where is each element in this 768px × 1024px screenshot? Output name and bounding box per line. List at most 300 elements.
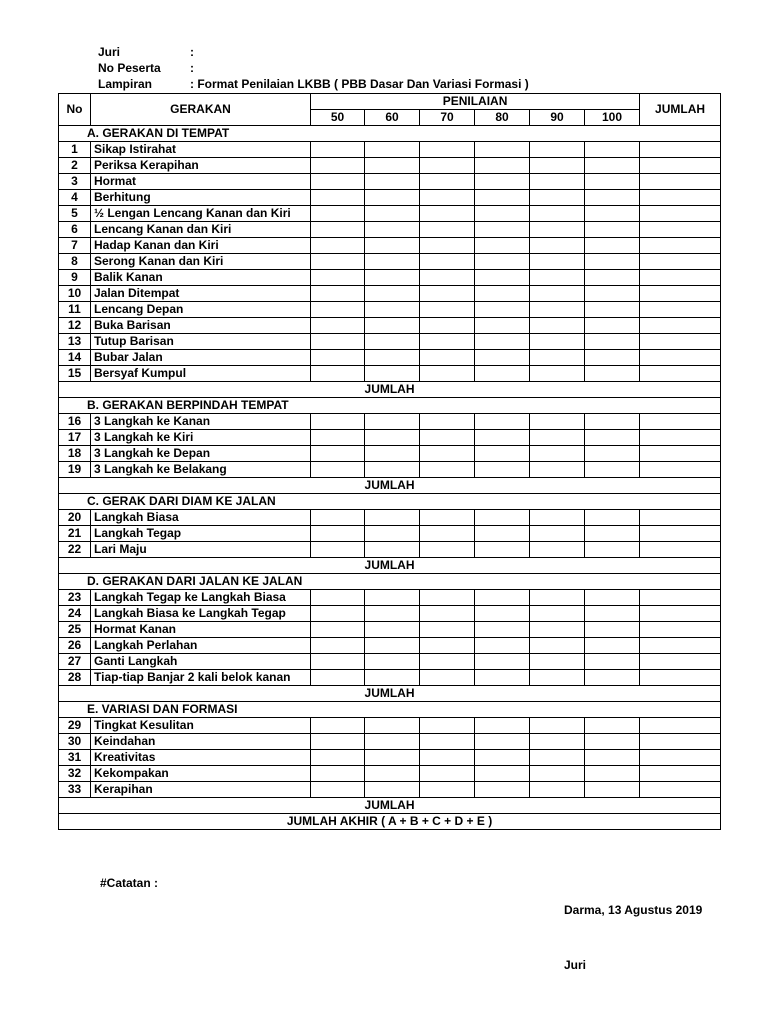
score-cell[interactable] bbox=[530, 158, 585, 174]
row-jumlah-cell[interactable] bbox=[640, 238, 721, 254]
score-cell[interactable] bbox=[311, 414, 365, 430]
row-jumlah-cell[interactable] bbox=[640, 606, 721, 622]
score-cell[interactable] bbox=[420, 206, 475, 222]
score-cell[interactable] bbox=[311, 254, 365, 270]
row-jumlah-cell[interactable] bbox=[640, 366, 721, 382]
score-cell[interactable] bbox=[420, 414, 475, 430]
row-gerakan: Balik Kanan bbox=[91, 270, 311, 286]
row-jumlah-cell[interactable] bbox=[640, 766, 721, 782]
score-cell[interactable] bbox=[420, 158, 475, 174]
score-cell[interactable] bbox=[585, 670, 640, 686]
score-cell[interactable] bbox=[585, 318, 640, 334]
score-cell[interactable] bbox=[311, 190, 365, 206]
score-cell[interactable] bbox=[475, 446, 530, 462]
score-cell[interactable] bbox=[585, 222, 640, 238]
score-cell[interactable] bbox=[585, 430, 640, 446]
score-cell[interactable] bbox=[311, 462, 365, 478]
row-number: 32 bbox=[59, 766, 91, 782]
score-cell[interactable] bbox=[420, 622, 475, 638]
section-title: C. GERAK DARI DIAM KE JALAN bbox=[59, 494, 721, 510]
score-cell[interactable] bbox=[475, 334, 530, 350]
score-cell[interactable] bbox=[475, 526, 530, 542]
row-gerakan: Bubar Jalan bbox=[91, 350, 311, 366]
score-cell[interactable] bbox=[475, 718, 530, 734]
table-row bbox=[59, 350, 721, 366]
row-number: 4 bbox=[59, 190, 91, 206]
row-number: 10 bbox=[59, 286, 91, 302]
score-cell[interactable] bbox=[585, 142, 640, 158]
score-cell[interactable] bbox=[530, 414, 585, 430]
row-number: 21 bbox=[59, 526, 91, 542]
score-cell[interactable] bbox=[585, 734, 640, 750]
table-row bbox=[59, 446, 721, 462]
score-cell[interactable] bbox=[365, 318, 420, 334]
score-cell[interactable] bbox=[585, 350, 640, 366]
score-cell[interactable] bbox=[365, 462, 420, 478]
score-cell[interactable] bbox=[420, 254, 475, 270]
score-cell[interactable] bbox=[475, 270, 530, 286]
score-cell[interactable] bbox=[311, 622, 365, 638]
score-cell[interactable] bbox=[365, 270, 420, 286]
score-cell[interactable] bbox=[585, 526, 640, 542]
table-row bbox=[59, 606, 721, 622]
row-jumlah-cell[interactable] bbox=[640, 510, 721, 526]
row-gerakan: Jalan Ditempat bbox=[91, 286, 311, 302]
score-cell[interactable] bbox=[365, 590, 420, 606]
score-cell[interactable] bbox=[365, 174, 420, 190]
col-gerakan-header: GERAKAN bbox=[91, 94, 311, 126]
row-jumlah-cell[interactable] bbox=[640, 782, 721, 798]
final-total-row bbox=[59, 814, 721, 830]
score-header-cell: 60 bbox=[365, 110, 420, 126]
score-cell[interactable] bbox=[530, 526, 585, 542]
score-cell[interactable] bbox=[475, 462, 530, 478]
score-cell[interactable] bbox=[530, 734, 585, 750]
score-cell[interactable] bbox=[365, 206, 420, 222]
score-cell[interactable] bbox=[530, 334, 585, 350]
score-cell[interactable] bbox=[530, 302, 585, 318]
score-cell[interactable] bbox=[475, 606, 530, 622]
signer-juri: Juri bbox=[564, 958, 587, 972]
row-jumlah-cell[interactable] bbox=[640, 414, 721, 430]
score-cell[interactable] bbox=[530, 366, 585, 382]
score-cell[interactable] bbox=[311, 766, 365, 782]
score-cell[interactable] bbox=[585, 542, 640, 558]
table-row bbox=[59, 766, 721, 782]
juri-label: Juri bbox=[98, 45, 121, 59]
score-cell[interactable] bbox=[311, 302, 365, 318]
score-cell[interactable] bbox=[585, 270, 640, 286]
score-cell[interactable] bbox=[365, 526, 420, 542]
score-cell[interactable] bbox=[420, 654, 475, 670]
row-gerakan: 3 Langkah ke Kiri bbox=[91, 430, 311, 446]
score-cell[interactable] bbox=[420, 318, 475, 334]
score-cell[interactable] bbox=[585, 366, 640, 382]
table-row bbox=[59, 430, 721, 446]
score-cell[interactable] bbox=[420, 638, 475, 654]
row-jumlah-cell[interactable] bbox=[640, 158, 721, 174]
score-cell[interactable] bbox=[311, 318, 365, 334]
score-cell[interactable] bbox=[585, 238, 640, 254]
score-cell[interactable] bbox=[585, 606, 640, 622]
row-gerakan: Berhitung bbox=[91, 190, 311, 206]
row-gerakan: Ganti Langkah bbox=[91, 654, 311, 670]
score-cell[interactable] bbox=[311, 206, 365, 222]
score-cell[interactable] bbox=[311, 446, 365, 462]
score-cell[interactable] bbox=[475, 286, 530, 302]
score-cell[interactable] bbox=[475, 654, 530, 670]
score-cell[interactable] bbox=[530, 430, 585, 446]
score-cell[interactable] bbox=[311, 270, 365, 286]
score-cell[interactable] bbox=[530, 238, 585, 254]
score-cell[interactable] bbox=[365, 334, 420, 350]
row-gerakan: Serong Kanan dan Kiri bbox=[91, 254, 311, 270]
score-cell[interactable] bbox=[475, 782, 530, 798]
score-cell[interactable] bbox=[530, 766, 585, 782]
table-row bbox=[59, 670, 721, 686]
row-number: 30 bbox=[59, 734, 91, 750]
score-cell[interactable] bbox=[475, 174, 530, 190]
score-cell[interactable] bbox=[365, 654, 420, 670]
score-cell[interactable] bbox=[311, 174, 365, 190]
score-cell[interactable] bbox=[585, 190, 640, 206]
score-cell[interactable] bbox=[365, 622, 420, 638]
row-jumlah-cell[interactable] bbox=[640, 718, 721, 734]
score-cell[interactable] bbox=[420, 174, 475, 190]
score-cell[interactable] bbox=[585, 750, 640, 766]
row-gerakan: Lencang Kanan dan Kiri bbox=[91, 222, 311, 238]
col-no-header: No bbox=[59, 94, 91, 126]
score-cell[interactable] bbox=[365, 510, 420, 526]
score-cell[interactable] bbox=[585, 334, 640, 350]
row-number: 2 bbox=[59, 158, 91, 174]
score-cell[interactable] bbox=[365, 142, 420, 158]
score-cell[interactable] bbox=[530, 782, 585, 798]
score-cell[interactable] bbox=[311, 542, 365, 558]
row-jumlah-cell[interactable] bbox=[640, 206, 721, 222]
row-gerakan: Tutup Barisan bbox=[91, 334, 311, 350]
score-cell[interactable] bbox=[420, 238, 475, 254]
score-cell[interactable] bbox=[365, 254, 420, 270]
score-cell[interactable] bbox=[530, 750, 585, 766]
score-cell[interactable] bbox=[530, 670, 585, 686]
score-cell[interactable] bbox=[530, 286, 585, 302]
score-cell[interactable] bbox=[585, 254, 640, 270]
row-gerakan: Kerapihan bbox=[91, 782, 311, 798]
row-jumlah-cell[interactable] bbox=[640, 270, 721, 286]
score-cell[interactable] bbox=[530, 254, 585, 270]
score-cell[interactable] bbox=[475, 766, 530, 782]
score-cell[interactable] bbox=[475, 622, 530, 638]
score-cell[interactable] bbox=[420, 510, 475, 526]
score-cell[interactable] bbox=[420, 350, 475, 366]
row-jumlah-cell[interactable] bbox=[640, 654, 721, 670]
score-cell[interactable] bbox=[420, 334, 475, 350]
row-jumlah-cell[interactable] bbox=[640, 590, 721, 606]
row-jumlah-cell[interactable] bbox=[640, 286, 721, 302]
score-cell[interactable] bbox=[585, 622, 640, 638]
score-cell[interactable] bbox=[365, 766, 420, 782]
table-row bbox=[59, 622, 721, 638]
table-row bbox=[59, 254, 721, 270]
row-number: 14 bbox=[59, 350, 91, 366]
score-cell[interactable] bbox=[311, 158, 365, 174]
score-cell[interactable] bbox=[585, 718, 640, 734]
score-cell[interactable] bbox=[530, 638, 585, 654]
score-cell[interactable] bbox=[475, 190, 530, 206]
row-number: 23 bbox=[59, 590, 91, 606]
score-cell[interactable] bbox=[365, 286, 420, 302]
score-cell[interactable] bbox=[475, 430, 530, 446]
score-cell[interactable] bbox=[475, 158, 530, 174]
score-cell[interactable] bbox=[311, 734, 365, 750]
score-cell[interactable] bbox=[311, 526, 365, 542]
score-cell[interactable] bbox=[311, 222, 365, 238]
score-cell[interactable] bbox=[420, 734, 475, 750]
score-cell[interactable] bbox=[420, 590, 475, 606]
score-cell[interactable] bbox=[311, 366, 365, 382]
score-cell[interactable] bbox=[311, 782, 365, 798]
score-cell[interactable] bbox=[475, 302, 530, 318]
table-row bbox=[59, 158, 721, 174]
score-cell[interactable] bbox=[530, 206, 585, 222]
score-cell[interactable] bbox=[311, 238, 365, 254]
score-cell[interactable] bbox=[311, 286, 365, 302]
score-cell[interactable] bbox=[585, 158, 640, 174]
score-cell[interactable] bbox=[420, 606, 475, 622]
score-cell[interactable] bbox=[585, 782, 640, 798]
row-jumlah-cell[interactable] bbox=[640, 302, 721, 318]
table-row bbox=[59, 718, 721, 734]
row-number: 26 bbox=[59, 638, 91, 654]
score-cell[interactable] bbox=[420, 766, 475, 782]
score-cell[interactable] bbox=[420, 430, 475, 446]
row-number: 9 bbox=[59, 270, 91, 286]
score-cell[interactable] bbox=[420, 462, 475, 478]
row-gerakan: Tingkat Kesulitan bbox=[91, 718, 311, 734]
row-number: 6 bbox=[59, 222, 91, 238]
score-cell[interactable] bbox=[530, 190, 585, 206]
row-gerakan: Tiap-tiap Banjar 2 kali belok kanan bbox=[91, 670, 311, 686]
score-header-cell: 100 bbox=[585, 110, 640, 126]
score-cell[interactable] bbox=[311, 590, 365, 606]
score-cell[interactable] bbox=[530, 542, 585, 558]
score-cell[interactable] bbox=[420, 718, 475, 734]
row-jumlah-cell[interactable] bbox=[640, 638, 721, 654]
score-cell[interactable] bbox=[311, 430, 365, 446]
table-header-row bbox=[59, 94, 721, 110]
score-cell[interactable] bbox=[585, 174, 640, 190]
score-cell[interactable] bbox=[420, 542, 475, 558]
row-gerakan: Langkah Biasa bbox=[91, 510, 311, 526]
score-cell[interactable] bbox=[530, 718, 585, 734]
row-gerakan: 3 Langkah ke Belakang bbox=[91, 462, 311, 478]
row-jumlah-cell[interactable] bbox=[640, 254, 721, 270]
score-cell[interactable] bbox=[365, 430, 420, 446]
score-cell[interactable] bbox=[475, 670, 530, 686]
row-gerakan: Bersyaf Kumpul bbox=[91, 366, 311, 382]
score-cell[interactable] bbox=[365, 366, 420, 382]
score-cell[interactable] bbox=[365, 750, 420, 766]
score-cell[interactable] bbox=[311, 718, 365, 734]
row-gerakan: Kreativitas bbox=[91, 750, 311, 766]
score-cell[interactable] bbox=[311, 638, 365, 654]
row-jumlah-cell[interactable] bbox=[640, 334, 721, 350]
row-jumlah-cell[interactable] bbox=[640, 318, 721, 334]
row-number: 12 bbox=[59, 318, 91, 334]
row-number: 13 bbox=[59, 334, 91, 350]
score-cell[interactable] bbox=[311, 606, 365, 622]
score-cell[interactable] bbox=[420, 750, 475, 766]
row-jumlah-cell[interactable] bbox=[640, 222, 721, 238]
score-cell[interactable] bbox=[420, 782, 475, 798]
score-cell[interactable] bbox=[420, 222, 475, 238]
score-cell[interactable] bbox=[420, 302, 475, 318]
row-jumlah-cell[interactable] bbox=[640, 174, 721, 190]
row-jumlah-cell[interactable] bbox=[640, 542, 721, 558]
score-cell[interactable] bbox=[475, 734, 530, 750]
section-total-row bbox=[59, 382, 721, 398]
score-cell[interactable] bbox=[311, 142, 365, 158]
score-cell[interactable] bbox=[585, 462, 640, 478]
score-cell[interactable] bbox=[420, 446, 475, 462]
row-number: 7 bbox=[59, 238, 91, 254]
score-cell[interactable] bbox=[365, 734, 420, 750]
juri-separator: : bbox=[190, 45, 194, 59]
table-row bbox=[59, 734, 721, 750]
score-cell[interactable] bbox=[530, 654, 585, 670]
score-cell[interactable] bbox=[365, 238, 420, 254]
score-cell[interactable] bbox=[420, 670, 475, 686]
score-cell[interactable] bbox=[365, 222, 420, 238]
score-cell[interactable] bbox=[365, 670, 420, 686]
score-cell[interactable] bbox=[475, 238, 530, 254]
score-cell[interactable] bbox=[311, 350, 365, 366]
row-jumlah-cell[interactable] bbox=[640, 750, 721, 766]
score-cell[interactable] bbox=[311, 334, 365, 350]
score-cell[interactable] bbox=[530, 446, 585, 462]
table-row bbox=[59, 510, 721, 526]
score-cell[interactable] bbox=[530, 462, 585, 478]
table-row bbox=[59, 638, 721, 654]
score-cell[interactable] bbox=[475, 142, 530, 158]
score-cell[interactable] bbox=[475, 590, 530, 606]
score-cell[interactable] bbox=[530, 350, 585, 366]
score-cell[interactable] bbox=[365, 190, 420, 206]
score-header-cell: 50 bbox=[311, 110, 365, 126]
score-cell[interactable] bbox=[365, 158, 420, 174]
score-cell[interactable] bbox=[585, 414, 640, 430]
score-cell[interactable] bbox=[420, 270, 475, 286]
row-number: 5 bbox=[59, 206, 91, 222]
score-cell[interactable] bbox=[311, 670, 365, 686]
score-cell[interactable] bbox=[311, 510, 365, 526]
score-cell[interactable] bbox=[475, 318, 530, 334]
score-cell[interactable] bbox=[475, 638, 530, 654]
assessment-table bbox=[58, 93, 721, 830]
score-cell[interactable] bbox=[530, 510, 585, 526]
row-jumlah-cell[interactable] bbox=[640, 350, 721, 366]
score-cell[interactable] bbox=[420, 190, 475, 206]
row-jumlah-cell[interactable] bbox=[640, 430, 721, 446]
row-jumlah-cell[interactable] bbox=[640, 446, 721, 462]
row-number: 28 bbox=[59, 670, 91, 686]
col-jumlah-header: JUMLAH bbox=[640, 94, 721, 126]
no-peserta-label: No Peserta bbox=[98, 61, 161, 75]
row-number: 8 bbox=[59, 254, 91, 270]
score-cell[interactable] bbox=[365, 414, 420, 430]
score-cell[interactable] bbox=[475, 366, 530, 382]
score-cell[interactable] bbox=[530, 174, 585, 190]
table-row bbox=[59, 526, 721, 542]
score-cell[interactable] bbox=[585, 638, 640, 654]
score-cell[interactable] bbox=[475, 542, 530, 558]
row-jumlah-cell[interactable] bbox=[640, 622, 721, 638]
table-row bbox=[59, 286, 721, 302]
score-cell[interactable] bbox=[365, 638, 420, 654]
score-cell[interactable] bbox=[530, 318, 585, 334]
score-cell[interactable] bbox=[475, 350, 530, 366]
score-cell[interactable] bbox=[365, 718, 420, 734]
row-jumlah-cell[interactable] bbox=[640, 190, 721, 206]
score-cell[interactable] bbox=[585, 446, 640, 462]
score-cell[interactable] bbox=[585, 590, 640, 606]
score-cell[interactable] bbox=[530, 590, 585, 606]
score-cell[interactable] bbox=[530, 622, 585, 638]
score-cell[interactable] bbox=[585, 510, 640, 526]
score-cell[interactable] bbox=[311, 750, 365, 766]
score-cell[interactable] bbox=[365, 350, 420, 366]
score-cell[interactable] bbox=[475, 254, 530, 270]
row-jumlah-cell[interactable] bbox=[640, 670, 721, 686]
score-cell[interactable] bbox=[420, 526, 475, 542]
row-jumlah-cell[interactable] bbox=[640, 734, 721, 750]
lampiran-label: Lampiran bbox=[98, 77, 153, 91]
score-cell[interactable] bbox=[475, 206, 530, 222]
row-jumlah-cell[interactable] bbox=[640, 526, 721, 542]
score-cell[interactable] bbox=[585, 766, 640, 782]
score-cell[interactable] bbox=[475, 222, 530, 238]
score-cell[interactable] bbox=[585, 302, 640, 318]
score-cell[interactable] bbox=[311, 654, 365, 670]
score-cell[interactable] bbox=[585, 654, 640, 670]
score-cell[interactable] bbox=[585, 206, 640, 222]
score-cell[interactable] bbox=[585, 286, 640, 302]
score-cell[interactable] bbox=[530, 606, 585, 622]
row-gerakan: 3 Langkah ke Kanan bbox=[91, 414, 311, 430]
score-cell[interactable] bbox=[475, 510, 530, 526]
score-cell[interactable] bbox=[475, 414, 530, 430]
score-cell[interactable] bbox=[475, 750, 530, 766]
table-row bbox=[59, 590, 721, 606]
table-row bbox=[59, 542, 721, 558]
score-cell[interactable] bbox=[420, 142, 475, 158]
score-cell[interactable] bbox=[365, 606, 420, 622]
score-cell[interactable] bbox=[530, 222, 585, 238]
score-cell[interactable] bbox=[420, 286, 475, 302]
row-jumlah-cell[interactable] bbox=[640, 462, 721, 478]
row-jumlah-cell[interactable] bbox=[640, 142, 721, 158]
score-cell[interactable] bbox=[365, 302, 420, 318]
score-cell[interactable] bbox=[365, 782, 420, 798]
score-cell[interactable] bbox=[420, 366, 475, 382]
score-cell[interactable] bbox=[365, 542, 420, 558]
score-cell[interactable] bbox=[530, 270, 585, 286]
section-title: A. GERAKAN DI TEMPAT bbox=[59, 126, 721, 142]
score-cell[interactable] bbox=[530, 142, 585, 158]
row-gerakan: Lari Maju bbox=[91, 542, 311, 558]
score-cell[interactable] bbox=[365, 446, 420, 462]
